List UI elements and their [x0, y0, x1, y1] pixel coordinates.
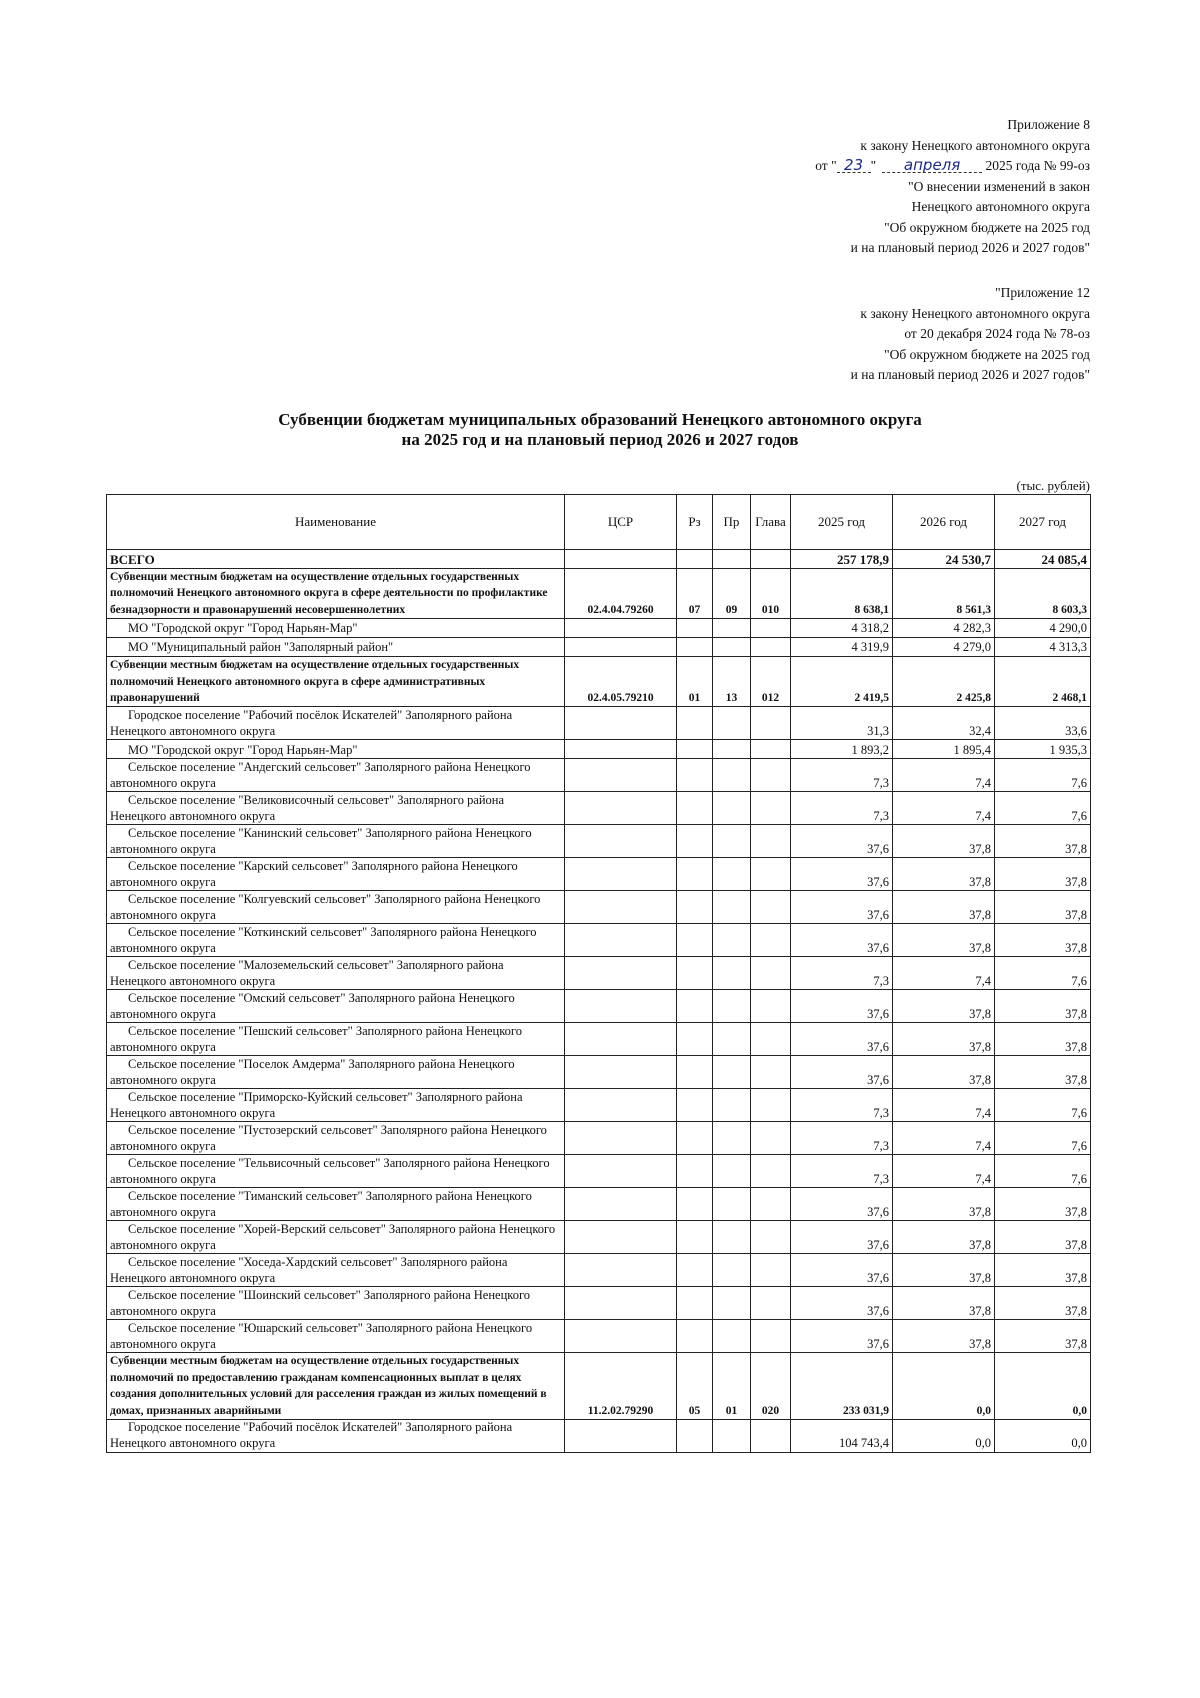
cell-csr	[565, 990, 677, 1023]
cell-rz	[677, 619, 713, 638]
header-line: Приложение 8	[1007, 117, 1090, 132]
header-line: "Приложение 12	[995, 285, 1090, 300]
cell-y2025: 37,6	[791, 1254, 893, 1287]
title-line-2: на 2025 год и на плановый период 2026 и 2027 годов	[401, 430, 799, 449]
cell-y2026: 4 282,3	[893, 619, 995, 638]
cell-y2026: 7,4	[893, 1089, 995, 1122]
cell-glava	[751, 825, 791, 858]
cell-pr: 09	[713, 569, 751, 619]
table-row	[107, 792, 1091, 825]
cell-y2027: 7,6	[995, 957, 1091, 990]
cell-rz	[677, 550, 713, 569]
cell-pr	[713, 638, 751, 657]
cell-pr	[713, 891, 751, 924]
cell-glava	[751, 1122, 791, 1155]
header-line: от 20 декабря 2024 года № 78-оз	[904, 326, 1090, 341]
cell-y2026: 37,8	[893, 990, 995, 1023]
table-row	[107, 1221, 1091, 1254]
cell-y2027: 37,8	[995, 1221, 1091, 1254]
table-row	[107, 891, 1091, 924]
table-group-row	[107, 569, 1091, 619]
cell-name: Сельское поселение "Коткинский сельсовет" Заполярного района Ненецкого автономного округа	[107, 924, 565, 957]
cell-y2026: 0,0	[893, 1353, 995, 1420]
cell-y2025: 37,6	[791, 924, 893, 957]
handwritten-month: апреля	[882, 158, 982, 173]
cell-y2025: 4 318,2	[791, 619, 893, 638]
table-row	[107, 858, 1091, 891]
table-row	[107, 1320, 1091, 1353]
cell-name: МО "Городской округ "Город Нарьян-Мар"	[107, 740, 565, 759]
cell-y2025: 7,3	[791, 1155, 893, 1188]
cell-pr	[713, 1056, 751, 1089]
header-line: "Об окружном бюджете на 2025 год	[884, 219, 1090, 235]
cell-csr	[565, 957, 677, 990]
table-row	[107, 759, 1091, 792]
cell-y2027: 37,8	[995, 1320, 1091, 1353]
cell-rz	[677, 1122, 713, 1155]
cell-csr	[565, 891, 677, 924]
col-header-glava: Глава	[751, 495, 791, 550]
cell-y2026: 7,4	[893, 792, 995, 825]
table-body	[107, 550, 1091, 1453]
cell-pr	[713, 707, 751, 740]
cell-name: Субвенции местным бюджетам на осуществление отдельных государственных полномочий Ненецкого автономного округа в сфере деятельности по профилактике безнадзорности и правонарушений несовершеннолетних	[107, 569, 565, 619]
cell-name: Городское поселение "Рабочий посёлок Искателей" Заполярного района Ненецкого автономного округа	[107, 707, 565, 740]
table-row	[107, 1188, 1091, 1221]
header-line: и на плановый период 2026 и 2027 годов"	[850, 240, 1090, 255]
cell-y2027: 37,8	[995, 891, 1091, 924]
cell-glava: 012	[751, 657, 791, 707]
cell-csr	[565, 1089, 677, 1122]
cell-name: Сельское поселение "Пешский сельсовет" Заполярного района Ненецкого автономного округа	[107, 1023, 565, 1056]
cell-y2027: 37,8	[995, 990, 1091, 1023]
cell-y2026: 7,4	[893, 759, 995, 792]
cell-y2026: 37,8	[893, 825, 995, 858]
cell-name: Сельское поселение "Андегский сельсовет" Заполярного района Ненецкого автономного округа	[107, 759, 565, 792]
col-header-rz: Рз	[677, 495, 713, 550]
cell-y2025: 37,6	[791, 1023, 893, 1056]
header-line: к закону Ненецкого автономного округа	[860, 305, 1090, 321]
cell-csr	[565, 707, 677, 740]
cell-pr	[713, 1254, 751, 1287]
cell-y2027: 37,8	[995, 1023, 1091, 1056]
cell-csr: 02.4.04.79260	[565, 569, 677, 619]
cell-csr	[565, 1254, 677, 1287]
cell-name: Субвенции местным бюджетам на осуществление отдельных государственных полномочий по предоставлению гражданам компенсационных выплат в целях создания дополнительных условий для расселения граждан из жилых помещений в домах, признанных аварийными	[107, 1353, 565, 1420]
cell-csr	[565, 924, 677, 957]
cell-glava	[751, 1254, 791, 1287]
cell-glava	[751, 1320, 791, 1353]
cell-y2025: 37,6	[791, 1221, 893, 1254]
cell-rz	[677, 707, 713, 740]
header-line: Ненецкого автономного округа	[911, 199, 1090, 214]
cell-y2025: 233 031,9	[791, 1353, 893, 1420]
cell-glava	[751, 1155, 791, 1188]
cell-y2025: 1 893,2	[791, 740, 893, 759]
cell-y2025: 7,3	[791, 1089, 893, 1122]
cell-y2027: 24 085,4	[995, 550, 1091, 569]
cell-y2025: 37,6	[791, 858, 893, 891]
table-row	[107, 1023, 1091, 1056]
cell-rz	[677, 1420, 713, 1453]
cell-y2027: 4 290,0	[995, 619, 1091, 638]
cell-csr	[565, 1056, 677, 1089]
table-row	[107, 707, 1091, 740]
cell-y2025: 7,3	[791, 792, 893, 825]
col-header-2025: 2025 год	[791, 495, 893, 550]
date-mid: "	[870, 158, 877, 173]
cell-glava	[751, 891, 791, 924]
cell-y2026: 37,8	[893, 1056, 995, 1089]
cell-y2025: 37,6	[791, 990, 893, 1023]
cell-pr	[713, 825, 751, 858]
cell-y2026: 8 561,3	[893, 569, 995, 619]
cell-y2027: 33,6	[995, 707, 1091, 740]
cell-glava	[751, 740, 791, 759]
cell-y2027: 2 468,1	[995, 657, 1091, 707]
cell-rz	[677, 825, 713, 858]
cell-y2025: 37,6	[791, 825, 893, 858]
cell-csr: 11.2.02.79290	[565, 1353, 677, 1420]
cell-glava: 010	[751, 569, 791, 619]
date-suffix: 2025 года № 99-оз	[985, 158, 1090, 173]
cell-y2027: 37,8	[995, 1287, 1091, 1320]
table-row	[107, 638, 1091, 657]
cell-rz: 07	[677, 569, 713, 619]
table-row	[107, 1155, 1091, 1188]
table-row	[107, 990, 1091, 1023]
table-row	[107, 1122, 1091, 1155]
cell-y2026: 37,8	[893, 891, 995, 924]
units-label: (тыс. рублей)	[1016, 478, 1090, 493]
cell-pr	[713, 1155, 751, 1188]
cell-pr	[713, 990, 751, 1023]
cell-y2027: 0,0	[995, 1420, 1091, 1453]
cell-y2026: 4 279,0	[893, 638, 995, 657]
cell-pr	[713, 1122, 751, 1155]
cell-y2026: 37,8	[893, 1188, 995, 1221]
cell-y2025: 257 178,9	[791, 550, 893, 569]
cell-csr: 02.4.05.79210	[565, 657, 677, 707]
cell-name: Городское поселение "Рабочий посёлок Искателей" Заполярного района Ненецкого автономного округа	[107, 1420, 565, 1453]
cell-pr	[713, 792, 751, 825]
cell-rz	[677, 1221, 713, 1254]
cell-csr	[565, 1023, 677, 1056]
cell-name: Сельское поселение "Великовисочный сельсовет" Заполярного района Ненецкого автономного округа	[107, 792, 565, 825]
cell-rz	[677, 858, 713, 891]
table-row	[107, 924, 1091, 957]
cell-glava	[751, 1056, 791, 1089]
cell-csr	[565, 740, 677, 759]
cell-pr	[713, 1420, 751, 1453]
table-row	[107, 825, 1091, 858]
table-row	[107, 1254, 1091, 1287]
cell-name: МО "Муниципальный район "Заполярный район"	[107, 638, 565, 657]
cell-y2027: 4 313,3	[995, 638, 1091, 657]
cell-rz	[677, 1188, 713, 1221]
cell-csr	[565, 792, 677, 825]
cell-y2025: 37,6	[791, 891, 893, 924]
cell-name: Сельское поселение "Шоинский сельсовет" Заполярного района Ненецкого автономного округа	[107, 1287, 565, 1320]
cell-y2025: 37,6	[791, 1320, 893, 1353]
cell-glava	[751, 792, 791, 825]
cell-pr	[713, 1089, 751, 1122]
cell-glava	[751, 1287, 791, 1320]
cell-y2025: 7,3	[791, 759, 893, 792]
cell-y2027: 7,6	[995, 1122, 1091, 1155]
cell-name: Сельское поселение "Хорей-Верский сельсовет" Заполярного района Ненецкого автономного округа	[107, 1221, 565, 1254]
cell-csr	[565, 550, 677, 569]
header-line: к закону Ненецкого автономного округа	[860, 137, 1090, 153]
cell-pr	[713, 1188, 751, 1221]
cell-csr	[565, 619, 677, 638]
cell-name: Сельское поселение "Юшарский сельсовет" Заполярного района Ненецкого автономного округа	[107, 1320, 565, 1353]
cell-glava	[751, 1188, 791, 1221]
cell-rz	[677, 1320, 713, 1353]
document-title	[110, 410, 1090, 450]
cell-y2026: 7,4	[893, 957, 995, 990]
cell-csr	[565, 1155, 677, 1188]
cell-glava	[751, 550, 791, 569]
cell-y2027: 8 603,3	[995, 569, 1091, 619]
table-row	[107, 1089, 1091, 1122]
cell-glava	[751, 957, 791, 990]
title-line-1: Субвенции бюджетам муниципальных образований Ненецкого автономного округа	[278, 410, 922, 429]
header-line: и на плановый период 2026 и 2027 годов"	[850, 367, 1090, 382]
cell-glava	[751, 707, 791, 740]
table-row	[107, 1287, 1091, 1320]
cell-csr	[565, 638, 677, 657]
col-header-name: Наименование	[107, 495, 565, 550]
col-header-2026: 2026 год	[893, 495, 995, 550]
cell-y2026: 32,4	[893, 707, 995, 740]
cell-y2025: 104 743,4	[791, 1420, 893, 1453]
cell-y2027: 7,6	[995, 1155, 1091, 1188]
cell-y2026: 37,8	[893, 1023, 995, 1056]
cell-glava	[751, 638, 791, 657]
cell-y2025: 7,3	[791, 957, 893, 990]
cell-y2026: 7,4	[893, 1122, 995, 1155]
cell-y2026: 37,8	[893, 1287, 995, 1320]
cell-y2027: 37,8	[995, 1254, 1091, 1287]
cell-rz	[677, 1155, 713, 1188]
cell-y2025: 7,3	[791, 1122, 893, 1155]
cell-rz	[677, 759, 713, 792]
cell-csr	[565, 1287, 677, 1320]
cell-csr	[565, 1320, 677, 1353]
col-header-2027: 2027 год	[995, 495, 1091, 550]
cell-y2027: 37,8	[995, 1056, 1091, 1089]
cell-csr	[565, 1221, 677, 1254]
cell-y2027: 37,8	[995, 825, 1091, 858]
cell-csr	[565, 1188, 677, 1221]
cell-rz	[677, 957, 713, 990]
cell-glava	[751, 1089, 791, 1122]
cell-y2025: 37,6	[791, 1188, 893, 1221]
cell-rz	[677, 1023, 713, 1056]
cell-glava	[751, 1023, 791, 1056]
cell-csr	[565, 759, 677, 792]
cell-y2027: 37,8	[995, 924, 1091, 957]
cell-rz	[677, 990, 713, 1023]
col-header-csr: ЦСР	[565, 495, 677, 550]
cell-glava	[751, 990, 791, 1023]
cell-csr	[565, 825, 677, 858]
table-total-row	[107, 550, 1091, 569]
cell-glava	[751, 619, 791, 638]
header-line: "Об окружном бюджете на 2025 год	[884, 346, 1090, 362]
table-row	[107, 957, 1091, 990]
cell-name: Сельское поселение "Карский сельсовет" Заполярного района Ненецкого автономного округа	[107, 858, 565, 891]
cell-pr	[713, 619, 751, 638]
cell-name: Субвенции местным бюджетам на осуществление отдельных государственных полномочий Ненецкого автономного округа в сфере административных правонарушений	[107, 657, 565, 707]
cell-csr	[565, 1122, 677, 1155]
cell-pr	[713, 924, 751, 957]
cell-y2026: 37,8	[893, 858, 995, 891]
cell-rz	[677, 638, 713, 657]
cell-y2026: 1 895,4	[893, 740, 995, 759]
date-prefix: от "	[815, 158, 837, 173]
cell-y2027: 1 935,3	[995, 740, 1091, 759]
cell-y2026: 24 530,7	[893, 550, 995, 569]
cell-rz	[677, 1254, 713, 1287]
cell-rz	[677, 792, 713, 825]
cell-name: Сельское поселение "Хоседа-Хардский сельсовет" Заполярного района Ненецкого автономного округа	[107, 1254, 565, 1287]
cell-y2026: 37,8	[893, 1254, 995, 1287]
cell-rz	[677, 924, 713, 957]
cell-y2025: 8 638,1	[791, 569, 893, 619]
cell-glava	[751, 1420, 791, 1453]
cell-y2027: 37,8	[995, 1188, 1091, 1221]
cell-csr	[565, 1420, 677, 1453]
cell-pr	[713, 1287, 751, 1320]
cell-csr	[565, 858, 677, 891]
cell-name: МО "Городской округ "Город Нарьян-Мар"	[107, 619, 565, 638]
cell-y2027: 7,6	[995, 759, 1091, 792]
cell-glava	[751, 858, 791, 891]
cell-y2026: 37,8	[893, 1221, 995, 1254]
cell-rz	[677, 1287, 713, 1320]
header-line: "О внесении изменений в закон	[908, 178, 1090, 194]
original-law-header	[851, 283, 1090, 386]
cell-glava: 020	[751, 1353, 791, 1420]
cell-name: Сельское поселение "Приморско-Куйский сельсовет" Заполярного района Ненецкого автономного округа	[107, 1089, 565, 1122]
cell-y2027: 37,8	[995, 858, 1091, 891]
cell-y2025: 37,6	[791, 1056, 893, 1089]
cell-y2025: 31,3	[791, 707, 893, 740]
cell-rz: 01	[677, 657, 713, 707]
cell-y2026: 7,4	[893, 1155, 995, 1188]
cell-pr	[713, 1023, 751, 1056]
cell-rz	[677, 891, 713, 924]
cell-y2026: 37,8	[893, 924, 995, 957]
cell-rz	[677, 1089, 713, 1122]
table-row	[107, 1420, 1091, 1453]
cell-glava	[751, 924, 791, 957]
cell-pr	[713, 1320, 751, 1353]
table-row	[107, 740, 1091, 759]
cell-y2027: 7,6	[995, 792, 1091, 825]
table-row	[107, 1056, 1091, 1089]
cell-y2027: 7,6	[995, 1089, 1091, 1122]
cell-y2025: 37,6	[791, 1287, 893, 1320]
cell-pr	[713, 957, 751, 990]
cell-glava	[751, 1221, 791, 1254]
cell-name: Сельское поселение "Тельвисочный сельсовет" Заполярного района Ненецкого автономного округа	[107, 1155, 565, 1188]
cell-name: Сельское поселение "Тиманский сельсовет" Заполярного района Ненецкого автономного округа	[107, 1188, 565, 1221]
cell-name: Сельское поселение "Канинский сельсовет" Заполярного района Ненецкого автономного округа	[107, 825, 565, 858]
cell-name: Сельское поселение "Пустозерский сельсовет" Заполярного района Ненецкого автономного округа	[107, 1122, 565, 1155]
col-header-pr: Пр	[713, 495, 751, 550]
cell-pr	[713, 740, 751, 759]
cell-rz: 05	[677, 1353, 713, 1420]
subventions-table	[106, 494, 1091, 1453]
cell-rz	[677, 740, 713, 759]
cell-y2026: 37,8	[893, 1320, 995, 1353]
cell-pr	[713, 550, 751, 569]
cell-pr: 13	[713, 657, 751, 707]
cell-name: Сельское поселение "Колгуевский сельсовет" Заполярного района Ненецкого автономного округа	[107, 891, 565, 924]
cell-pr	[713, 759, 751, 792]
table-row	[107, 619, 1091, 638]
cell-y2027: 0,0	[995, 1353, 1091, 1420]
cell-pr	[713, 858, 751, 891]
cell-y2026: 2 425,8	[893, 657, 995, 707]
cell-y2026: 0,0	[893, 1420, 995, 1453]
cell-name: ВСЕГО	[107, 550, 565, 569]
amendment-header	[815, 115, 1090, 259]
cell-glava	[751, 759, 791, 792]
cell-rz	[677, 1056, 713, 1089]
table-group-row	[107, 657, 1091, 707]
cell-pr	[713, 1221, 751, 1254]
cell-y2025: 2 419,5	[791, 657, 893, 707]
table-group-row	[107, 1353, 1091, 1420]
table-header-row	[107, 495, 1091, 550]
cell-name: Сельское поселение "Омский сельсовет" Заполярного района Ненецкого автономного округа	[107, 990, 565, 1023]
cell-name: Сельское поселение "Поселок Амдерма" Заполярного района Ненецкого автономного округа	[107, 1056, 565, 1089]
header-date-line	[815, 156, 1090, 177]
cell-pr: 01	[713, 1353, 751, 1420]
cell-name: Сельское поселение "Малоземельский сельсовет" Заполярного района Ненецкого автономного округа	[107, 957, 565, 990]
cell-y2025: 4 319,9	[791, 638, 893, 657]
handwritten-day: 23	[837, 158, 871, 173]
